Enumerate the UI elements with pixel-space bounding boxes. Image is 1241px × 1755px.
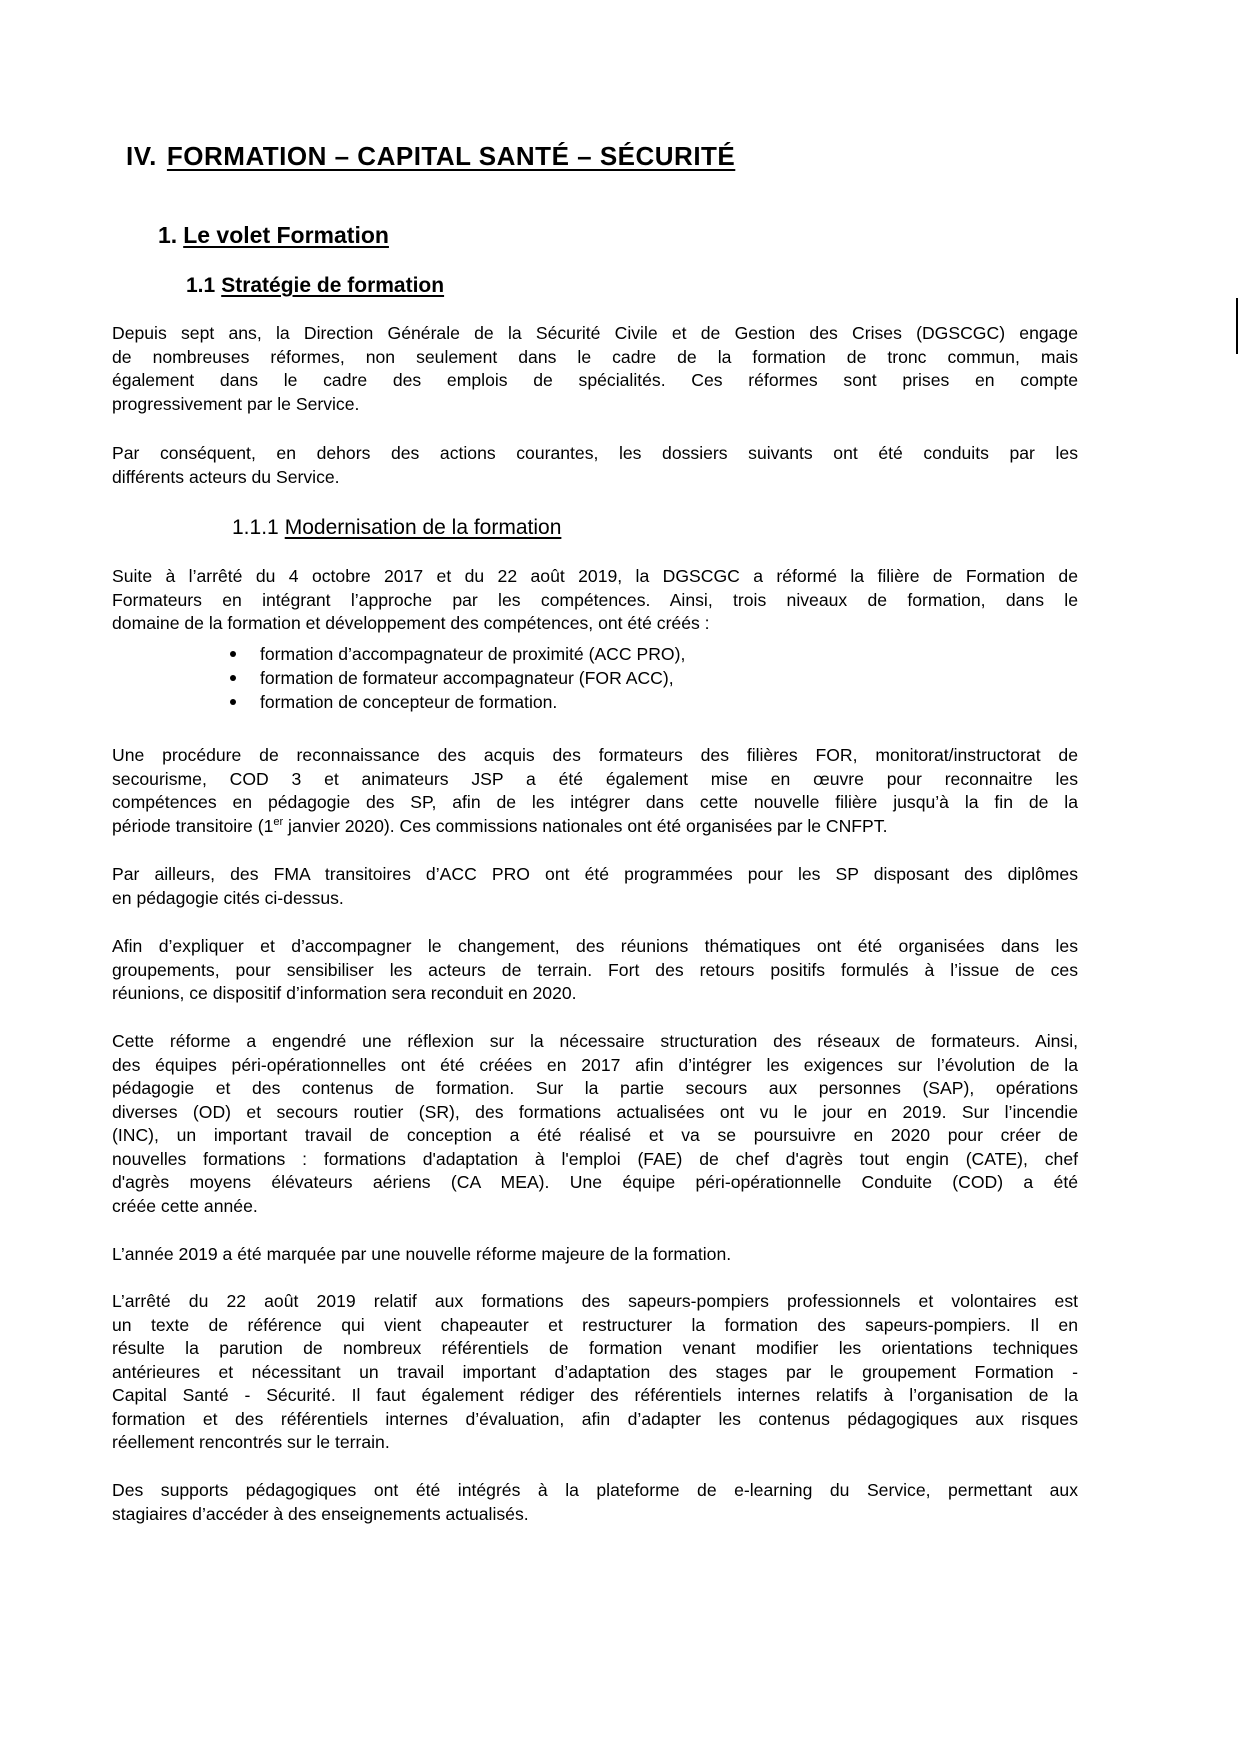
paragraph-reunions: Afin d’expliquer et d’accompagner le changement, des réunions thématiques ont été organisées dans les groupements, pour sensibiliser les acteurs de terrain. Fort des retours positifs formulés à l’issue de ces réunions, ce dispositif d’information sera reconduit en 2020. bbox=[112, 936, 1078, 1003]
paragraph-arrete: Suite à l’arrêté du 4 octobre 2017 et du 22 août 2019, la DGSCGC a réformé la filière de Formation de Formateurs en intégrant l’approche par les compétences. Ainsi, trois niveaux de formation, dans le domaine de la formation et développement des compétences, ont été créés : bbox=[112, 566, 1078, 633]
subsection-title: Modernisation de la formation bbox=[284, 516, 562, 539]
subsection-number: 1.1 bbox=[186, 274, 216, 297]
subsection-number: 1. bbox=[158, 222, 178, 248]
list-item: formation d’accompagnateur de proximité (ACC PRO), bbox=[226, 642, 685, 666]
paragraph-consequence: Par conséquent, en dehors des actions courantes, les dossiers suivants ont été conduits par les différents acteurs du Service. bbox=[112, 443, 1078, 487]
bullet-icon bbox=[230, 699, 236, 705]
bullet-icon bbox=[230, 675, 236, 681]
subsection-heading-1 bbox=[158, 222, 389, 249]
section-heading-iv bbox=[126, 141, 735, 172]
section-title: FORMATION – CAPITAL SANTÉ – SÉCURITÉ bbox=[166, 141, 736, 171]
subsection-title: Le volet Formation bbox=[183, 222, 389, 248]
paragraph-intro: Depuis sept ans, la Direction Générale de la Sécurité Civile et de Gestion des Crises (DGSCGC) engage de nombreuses réformes, non seulement dans le cadre de la formation de tronc commun, mais également dans le cadre des emplois de spécialités. Ces réformes sont prises en compte progressivement par le Service. bbox=[112, 323, 1078, 414]
section-number: IV. bbox=[126, 141, 157, 171]
paragraph-procedure: Une procédure de reconnaissance des acquis des formateurs des filières FOR, monitorat/instructorat de secourisme, COD 3 et animateurs JSP a été également mise en œuvre pour reconnaitre les compétences en pédagogie des SP, afin de les intégrer dans cette nouvelle filière jusqu’à la fin de la période transitoire (1er janvier 2020). Ces commissions nationales ont été organisées par le CNFPT. bbox=[112, 745, 1078, 836]
paragraph-annee-2019: L’année 2019 a été marquée par une nouvelle réforme majeure de la formation. bbox=[112, 1244, 732, 1264]
list-item: formation de concepteur de formation. bbox=[226, 690, 685, 714]
subsection-heading-1-1-1 bbox=[232, 516, 561, 540]
scan-edge-mark bbox=[1236, 298, 1238, 354]
training-levels-list bbox=[226, 642, 685, 714]
list-item: formation de formateur accompagnateur (FOR ACC), bbox=[226, 666, 685, 690]
paragraph-arrete-2019: L’arrêté du 22 août 2019 relatif aux formations des sapeurs-pompiers professionnels et volontaires est un texte de référence qui vient chapeauter et restructurer la formation des sapeurs-pompiers. Il en résulte la parution de nombreux référentiels de formation venant modifier les orientations techniques antérieures et nécessitant un travail important d’adaptation des stages par le groupement Formation - Capital Santé - Sécurité. Il faut également rédiger des référentiels internes relatifs à l’organisation de la formation et des référentiels internes d’évaluation, afin d’adapter les contenus pédagogiques aux risques réellement rencontrés sur le terrain. bbox=[112, 1291, 1078, 1452]
subsection-title: Stratégie de formation bbox=[221, 274, 445, 297]
bullet-icon bbox=[230, 651, 236, 657]
paragraph-reforme: Cette réforme a engendré une réflexion sur la nécessaire structuration des réseaux de formateurs. Ainsi, des équipes péri-opérationnelles ont été créées en 2017 afin d’intégrer les exigences sur l’évolution de la pédagogie et des contenus de formation. Sur la partie secours aux personnes (SAP), opérations diverses (OD) et secours routier (SR), des formations actualisées ont vu le jour en 2019. Sur l’incendie (INC), un important travail de conception a été réalisé et va se poursuivre en 2020 pour créer de nouvelles formations : formations d'adaptation à l'emploi (FAE) de chef d'agrès tout engin (CATE), chef d'agrès moyens élévateurs aériens (CA MEA). Une équipe péri-opérationnelle Conduite (COD) a été créée cette année. bbox=[112, 1031, 1078, 1216]
subsection-number: 1.1.1 bbox=[232, 516, 279, 539]
subsection-heading-1-1 bbox=[186, 274, 444, 298]
paragraph-fma: Par ailleurs, des FMA transitoires d’ACC PRO ont été programmées pour les SP disposant des diplômes en pédagogie cités ci-dessus. bbox=[112, 864, 1078, 908]
paragraph-supports: Des supports pédagogiques ont été intégrés à la plateforme de e-learning du Service, permettant aux stagiaires d’accéder à des enseignements actualisés. bbox=[112, 1480, 1078, 1524]
